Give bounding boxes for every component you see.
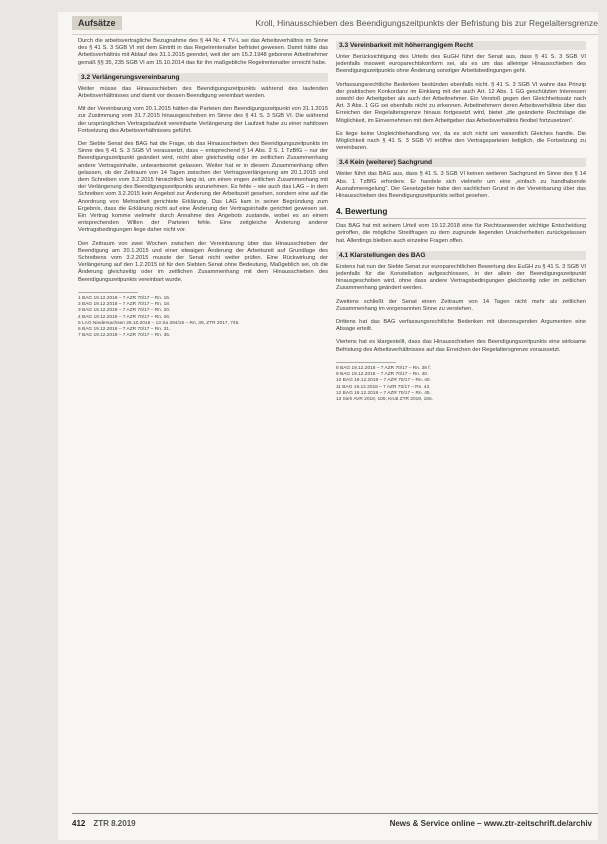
paragraph: Verfassungsrechtliche Bedenken bestünden ebenfalls nicht. § 41 S. 3 SGB VI wahre das Prinzip der praktischen Konkordanz im Einklang mit der auch Art. 12 Abs. 1 GG geschützten Interessen sowohl der Arbeitgeber als auch der Arbeitnehmer. Ein Verstoß gegen den Gleichheitssatz nach Art. 3 Abs. 1 GG sei ebenfalls nicht zu erkennen. Arbeitnehmern deren Arbeitsverhältnis über das Erreichen der Regelaltersgrenze hinaus fortgesetzt wird, bietet „die geänderte Rechtslage die Möglichkeit, im Einvernehmen mit dem Arbeitgeber das Arbeitsverhältnis flexibel fortzusetzen“. xyxy=(336,81,586,124)
footnote: 8 BAG 19.12.2018 – 7 AZR 70/17 – Rn. 38 f. xyxy=(336,365,431,371)
heading-3-2: 3.2 Verlängerungsvereinbarung xyxy=(78,73,328,82)
footnote: 9 BAG 19.12.2018 – 7 AZR 70/17 – Rn. 40. xyxy=(336,372,429,378)
paragraph: Viertens hat es klargestellt, dass das Hinausschieben des Beendigungszeitpunkts eine wirksame Befristung des Arbeitsverhältnisses auf das Erreichen der Regelaltersgrenze voraussetzt. xyxy=(336,339,586,353)
footnote: 11 BAG 19.12.2018 – 7 AZR 70/17 – Rn. 42. xyxy=(336,384,431,390)
archive-link[interactable]: News & Service online – www.ztr-zeitschrift.de/archiv xyxy=(389,819,592,828)
journal-issue: ZTR 8.2019 xyxy=(93,819,136,828)
page-header xyxy=(72,14,598,32)
footnote: 2 BAG 19.12.2018 – 7 AZR 70/17 – Rn. 18. xyxy=(78,302,171,308)
left-column xyxy=(78,38,328,339)
heading-4-1: 4.1 Klarstellungen des BAG xyxy=(336,251,586,260)
footnote: 10 BAG 19.12.2018 – 7 AZR 70/17 – Rn. 40. xyxy=(336,378,431,384)
paragraph: Drittens hat das BAG verfassungsrechtliche Bedenken mit überzeugenden Argumenten eine Absage erteilt. xyxy=(336,319,586,333)
section-label: Aufsätze xyxy=(72,16,122,30)
paragraph: Mit der Vereinbarung vom 20.1.2015 hätten die Parteien den Beendigungszeitpunkt von 31.1.2015 zur Zustimmung vom 31.7.2015 hinausgeschoben im Sinne des § 41 S. 3 SGB VI. Die während der ursprünglichen Vertragslaufzeit vereinbarte Verlängerung der Laufzeit habe zu einer nahtlosen Fortsetzung des Arbeitsverhältnisses geführt. xyxy=(78,106,328,134)
heading-3-3: 3.3 Vereinbarkeit mit höherrangigem Recht xyxy=(336,41,586,50)
page-number: 412 xyxy=(72,819,86,828)
right-column xyxy=(336,38,586,403)
footnote-rule xyxy=(336,362,396,363)
paragraph: Weiter müsse das Hinausschieben des Beendigungszeitpunkts während des laufenden Arbeitsverhältnisses und damit vor dessen Beendigung vereinbart werden. xyxy=(78,85,328,100)
footnote: 13 Sieh AVR 2019, 105; Krutt ZTR 2019, 165. xyxy=(336,396,433,402)
footnote: 7 BAG 19.12.2018 – 7 AZR 70/17 – Rn. 35. xyxy=(78,333,171,339)
paragraph: Erstens hat nun der Siebte Senat zur europarechtlichen Bewertung des EuGH zu § 41 S. 3 SGB VI jedenfalls für die Konstellation aufgeschlossen, in der allein der Beendigungszeitpunkt hinausgeschoben wird, ohne dass andere Vertragsbedingungen gleichzeitig oder im zeitlichen Zusammenhang geändert werden. xyxy=(336,263,586,292)
footnote: 1 BAG 19.12.2018 – 7 AZR 70/17 – Rn. 15. xyxy=(78,295,171,301)
paragraph: Unter Berücksichtigung des Urteils des EuGH führt der Senat aus, dass § 41 S. 3 SGB VI jedenfalls insoweit europarechtskonform sei, als es um das alleinige Hinausschieben des Beendigungszeitpunkts ohne Änderung sonstiger Arbeitsbedingungen geht. xyxy=(336,54,586,75)
footnote-rule xyxy=(78,292,138,293)
page-footer xyxy=(72,819,592,828)
paragraph: Das BAG hat mit seinem Urteil vom 19.12.2018 eine für Rechtsanwender wichtige Entscheidung getroffen, die mögliche Streitfragen zu dem zugrunde liegenden Unsicherheiten zurückgelassen hat. Allerdings bleiben auch einzelne Fragen offen. xyxy=(336,223,586,244)
paragraph: Der Siebte Senat des BAG hat die Frage, ob das Hinausschieben des Beendigungszeitpunkts im Sinne des § 41 S. 3 SGB VI voraussetzt, dass – entsprechend § 14 Abs. 2 S. 1 TzBfG – nur der Beendigungszeitpunkt geändert wird, nicht aber gleichzeitig oder im zeitlichen Zusammenhang andere Vertragsinhalte, unbeantwortet gelassen. Weiter hat er in diesem Zusammenhang offen gelassen, ob der Zeitraum von 14 Tagen zwischen der Vertragsverlängerung am 20.1.2015 und dem Schreiben vom 3.2.2015 hinsichtlich lang ist, um einen engen zeitlichen Zusammenhang mit der Verlängerung des Beendigungszeitpunkts anzunehmen. Es fehle – wie auch das LAG – in dem Schreiben vom 3.2.2015 kein Angebot zur Änderung der Arbeitszeit gesehen, sondern eine auf die Anordnung von Mehrarbeit gerichtete Erklärung. Das LAG kam in seiner Begründung zum Ergebnis, dass die Erklärung nicht auf eine Änderung der Vertragsinhalte gerichtet gewesen sei. Ein Vertrag komme vielmehr durch Annahme des Angebots zustande, wobei es an einem entsprechenden Willen der Parteien fehle. Eine zeitgleiche Änderung anderer Vertragsbedingungen liege daher nicht vor. xyxy=(78,141,328,234)
footnote: 5 LAG Niedersachsen 26.10.2016 – 13 Sa 294/16 – Rn. 39, ZTR 2017, 746. xyxy=(78,320,240,326)
paragraph: Zweitens schließt der Senat einen Zeitraum von 14 Tagen nicht mehr als zeitlichen Zusammenhang im vorgenannten Sinne zu verstehen. xyxy=(336,298,586,312)
footnote: 6 BAG 19.12.2018 – 7 AZR 70/17 – Rn. 31. xyxy=(78,326,171,332)
paragraph: Es liege keine Ungleichbehandlung vor, da es sich nicht um wesentlich Gleiches handle. Die Möglichkeit nach § 41 S. 3 SGB VI eröffne den Vertragsparteien lediglich, die Fortsetzung zu vereinbaren. xyxy=(336,130,586,152)
footnote: 12 BAG 19.12.2018 – 7 AZR 70/17 – Rn. 45. xyxy=(336,390,431,396)
footer-rule xyxy=(72,813,598,814)
running-title: Kroll, Hinausschieben des Beendigungszeitpunkts der Befristung bis zur Regelaltersgrenze xyxy=(255,18,598,28)
heading-4: 4. Bewertung xyxy=(336,206,586,219)
heading-3-4: 3.4 Kein (weiterer) Sachgrund xyxy=(336,158,586,167)
page xyxy=(58,12,598,840)
footnote: 3 BAG 19.12.2018 – 7 AZR 70/17 – Rn. 20. xyxy=(78,308,171,314)
paragraph: Durch die arbeitsvertragliche Bezugnahme des § 44 Nr. 4 TV-L sei das Arbeitsverhältnis im Sinne des § 41 S. 3 SGB VI mit dem Eintritt in das Regelrentenalter befristet gewesen. Damit hätte das Arbeitsverhältnis mit Ablauf des 31.1.2015 geendet, weil der am 15.2.1948 geborene Arbeitnehmer gemäß §§ 35, 235 SGB VI am 15.10.2014 das für ihn maßgebliche Regelrentenalter erreicht habe. xyxy=(78,38,328,66)
paragraph: Den Zeitraum von zwei Wochen zwischen der Vereinbarung über das Hinausschieben der Beendigung am 20.1.2015 und einer etwaigen Änderung der Arbeitszeit auf Grundlage des Schreibens vom 3.2.2015 musste der Senat nicht weiter prüfen. Eine Rückwirkung der Verlängerung auf den 1.2.2015 ist für den Siebten Senat ohne Bedeutung, Maßgeblich sei, ob die Änderung gleichzeitig oder im zeitlichen Zusammenhang mit dem Hinausschieben des Beendigungszeitpunkts vereinbart wurde. xyxy=(78,240,328,283)
header-rule xyxy=(72,34,598,35)
footnote: 4 BAG 19.12.2018 – 7 AZR 70/17 – Rn. 26. xyxy=(78,314,171,320)
paragraph: Weiter führt das BAG aus, dass § 41 S. 3 SGB VI keinen weiteren Sachgrund im Sinne des § 14 Abs. 1 TzBfG erfordere. Er handele sich vielmehr um eine „einfach zu handhabende Ausnahmeregelung“. Der Gesetzgeber habe den sachlichen Grund in der Vereinbarung über das Hinausschieben des Beendigungszeitpunkts selbst gesehen. xyxy=(336,171,586,200)
